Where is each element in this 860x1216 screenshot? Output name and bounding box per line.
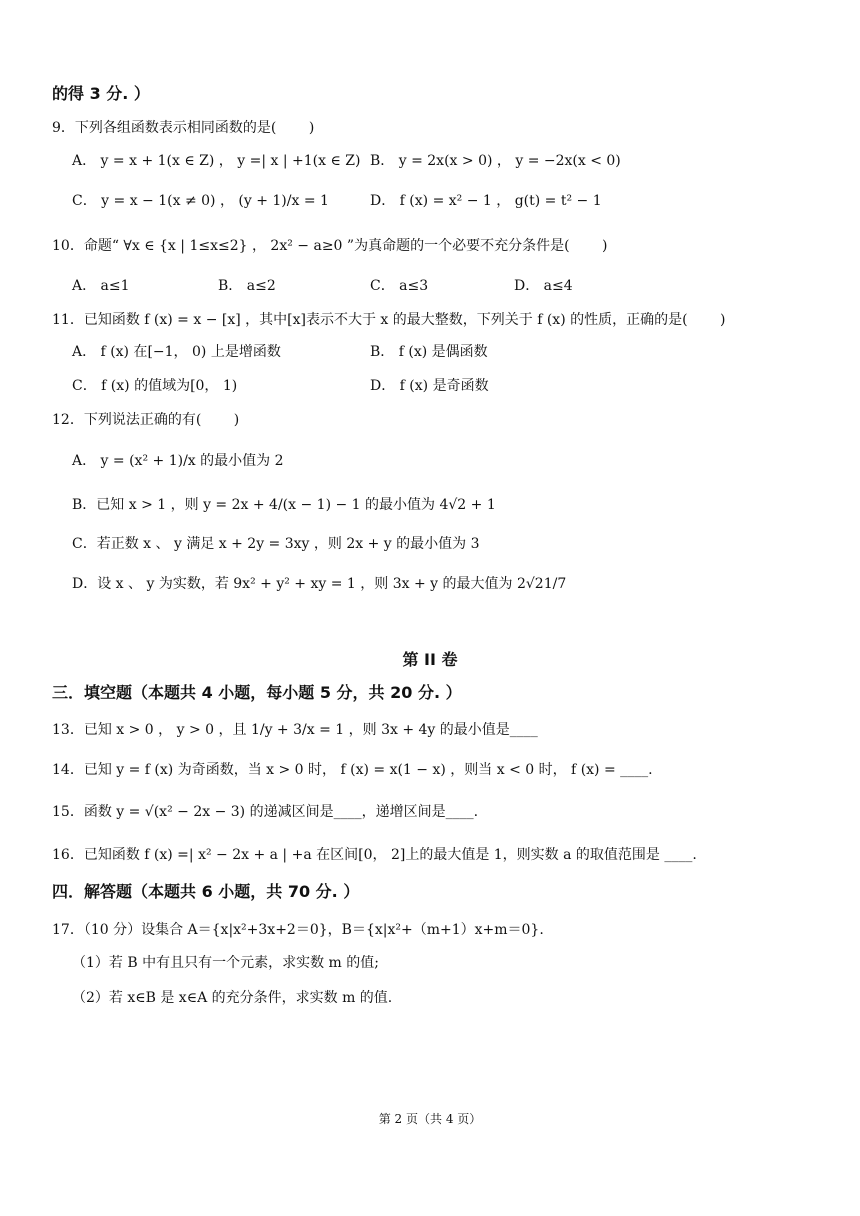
q10-stem: 10．命题“ ∀x ∈ {x | 1≤x≤2} ， 2x² − a≥0 ”为真命题的一个必要不充分条件是( ) <box>52 238 608 254</box>
q17-stem: 17．（10 分）设集合 A＝{x|x²+3x+2＝0}，B＝{x|x²+（m+1）x+m＝0}. <box>52 922 544 938</box>
q12-option-a: A． y = (x² + 1)/x 的最小值为 2 <box>72 453 284 469</box>
q9-option-a: A． y = x + 1(x ∈ Z) ， y =| x | +1(x ∈ Z) <box>72 153 361 169</box>
q11-stem: 11．已知函数 f (x) = x − [x] ，其中[x]表示不大于 x 的最大整数，下列关于 f (x) 的性质，正确的是( ) <box>52 312 726 328</box>
q11-option-d: D． f (x) 是奇函数 <box>370 378 489 394</box>
q12-option-d: D．设 x 、 y 为实数，若 9x² + y² + xy = 1 ，则 3x + y 的最大值为 2√21/7 <box>72 576 567 592</box>
q12-option-b: B．已知 x > 1 ，则 y = 2x + 4/(x − 1) − 1 的最小值为 4√2 + 1 <box>72 497 496 513</box>
section-3-heading: 三．填空题（本题共 4 小题，每小题 5 分，共 20 分. ） <box>52 683 462 702</box>
page-footer: 第 2 页（共 4 页） <box>378 1112 482 1126</box>
q13: 13．已知 x > 0 ， y > 0 ，且 1/y + 3/x = 1 ，则 3x + 4y 的最小值是____ <box>52 722 538 738</box>
q9-option-d: D． f (x) = x² − 1 ， g(t) = t² − 1 <box>370 193 602 209</box>
q10-option-a: A． a≤1 <box>72 278 130 294</box>
q14: 14．已知 y = f (x) 为奇函数，当 x > 0 时， f (x) = x(1 − x) ，则当 x < 0 时， f (x) = ____. <box>52 762 653 778</box>
q15: 15．函数 y = √(x² − 2x − 3) 的递减区间是____，递增区间是____. <box>52 804 479 820</box>
q9-option-c: C． y = x − 1(x ≠ 0) ， (y + 1)/x = 1 <box>72 193 329 209</box>
q17-part-1: （1）若 B 中有且只有一个元素，求实数 m 的值; <box>72 955 379 971</box>
q16: 16．已知函数 f (x) =| x² − 2x + a | +a 在区间[0， 2]上的最大值是 1，则实数 a 的取值范围是 ____. <box>52 847 697 863</box>
section-4-heading: 四．解答题（本题共 6 小题，共 70 分. ） <box>52 882 360 901</box>
top-line: 的得 3 分. ） <box>52 84 150 103</box>
q10-option-d: D． a≤4 <box>514 278 573 294</box>
q11-option-c: C． f (x) 的值域为[0， 1) <box>72 378 238 394</box>
q9-stem: 9．下列各组函数表示相同函数的是( ) <box>52 120 315 136</box>
volume-2-title: 第 II 卷 <box>402 650 458 669</box>
q12-option-c: C．若正数 x 、 y 满足 x + 2y = 3xy ，则 2x + y 的最小值为 3 <box>72 536 480 552</box>
q9-option-b: B． y = 2x(x > 0) ， y = −2x(x < 0) <box>370 153 621 169</box>
q12-stem: 12．下列说法正确的有( ) <box>52 412 240 428</box>
q11-option-b: B． f (x) 是偶函数 <box>370 344 488 360</box>
q11-option-a: A． f (x) 在[−1， 0) 上是增函数 <box>72 344 281 360</box>
q10-option-b: B． a≤2 <box>218 278 276 294</box>
q17-part-2: （2）若 x∈B 是 x∈A 的充分条件，求实数 m 的值. <box>72 990 393 1006</box>
q10-option-c: C． a≤3 <box>370 278 429 294</box>
